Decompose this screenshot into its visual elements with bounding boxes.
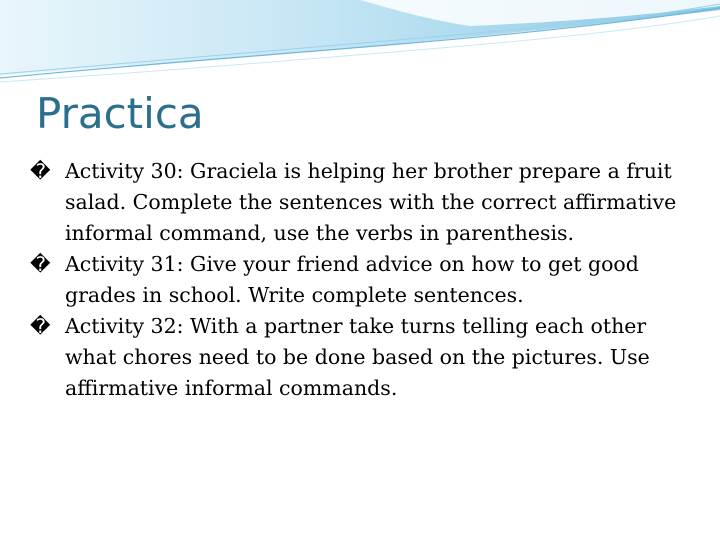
bullet-text: Activity 30: Graciela is helping her brother prepare a fruit salad. Complete the sentences with the correct affirmative informal command, use the verbs in parenthesis. — [65, 159, 677, 245]
bullet-text: Activity 32: With a partner take turns telling each other what chores need to be done based on the pictures. Use affirmative informal commands. — [65, 314, 650, 400]
bullet-placeholder-icon: � — [30, 314, 51, 338]
bullet-item-activity-30 — [30, 156, 690, 249]
wave-header-decoration — [0, 0, 720, 90]
bullet-item-activity-32 — [30, 311, 690, 404]
bullet-text: Activity 31: Give your friend advice on how to get good grades in school. Write complete sentences. — [65, 252, 639, 307]
bullet-placeholder-icon: � — [30, 252, 51, 276]
slide-title: Practica — [36, 89, 204, 138]
bullet-placeholder-icon: � — [30, 159, 51, 183]
bullet-item-activity-31 — [30, 249, 690, 311]
bullet-list — [30, 156, 690, 404]
